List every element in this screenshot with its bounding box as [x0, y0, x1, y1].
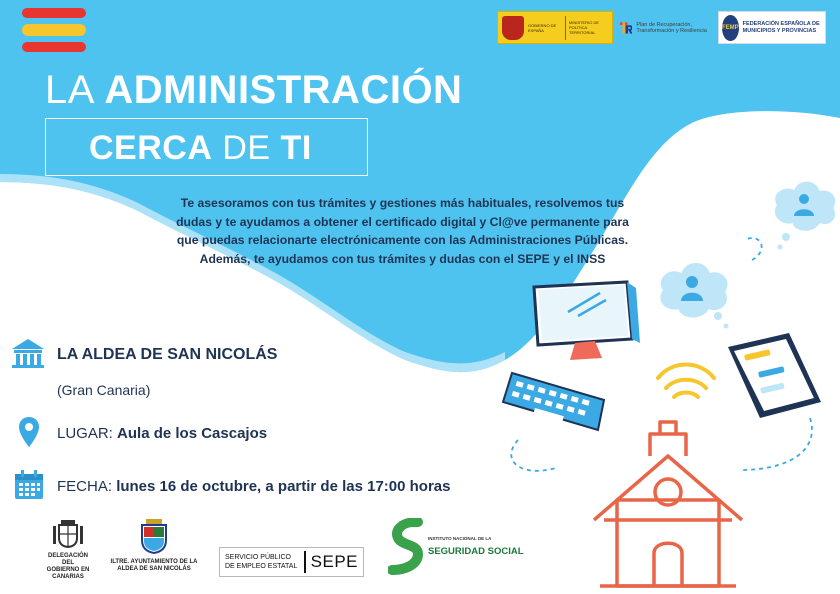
title-prefix: LA [45, 68, 93, 112]
seguridad-social-logo [388, 518, 528, 578]
coat-of-arms-icon [502, 16, 524, 40]
island-name: (Gran Canaria) [57, 382, 151, 398]
building-icon [10, 337, 46, 369]
page-title-line2 [89, 129, 312, 168]
calendar-icon [13, 469, 45, 501]
femp-mark-icon: FEMP [722, 15, 739, 41]
intro-text: Te asesoramos con tus trámites y gestiones más habituales, resolvemos tus dudas y te ayudamos a obtener el certificado digital y Cl@ve permanente para que puedas relacionarte electrónicamente con las Administraciones Públicas. Además, te ayudamos con tus trámites y dudas con el SEPE y el INSS [176, 196, 629, 266]
venue-label: LUGAR: [57, 425, 113, 442]
sepe-big-text: SEPE [310, 552, 358, 571]
ss-small-text: INSTITUTO NACIONAL DE LA [428, 536, 492, 541]
spain-flag-icon [22, 8, 86, 52]
delegacion-gobierno-logo [46, 518, 90, 581]
title-de: DE [222, 129, 271, 167]
ss-big-text: SEGURIDAD SOCIAL [428, 546, 524, 557]
venue-value: Aula de los Cascajos [117, 425, 268, 442]
location-pin-icon [18, 416, 40, 448]
date-value: lunes 16 de octubre, a partir de las 17:00 horas [116, 478, 451, 495]
prtr-logo [620, 14, 715, 42]
femp-text: FEDERACIÓN ESPAÑOLA DE MUNICIPIOS Y PROVINCIAS [742, 20, 820, 34]
seguridad-social-mark-icon [388, 518, 428, 576]
ministerio-text: MINISTERIO DE POLÍTICA TERRITORIAL [569, 20, 600, 35]
coat-of-arms-icon [51, 518, 85, 548]
page-title-line1 [45, 68, 462, 113]
gobierno-espana-logo [497, 11, 613, 44]
date-line [57, 478, 451, 495]
prtr-mark-icon [620, 17, 632, 39]
ayuntamiento-logo [104, 518, 204, 573]
place-name: LA ALDEA DE SAN NICOLÁS [57, 346, 278, 363]
title-cerca: CERCA [89, 129, 213, 167]
ayuntamiento-text: ILTRE. AYUNTAMIENTO DE LA ALDEA DE SAN NICOLÁS [110, 559, 198, 572]
municipal-shield-icon [139, 518, 169, 554]
gobierno-text: GOBIERNO DE ESPAÑA [528, 22, 557, 33]
femp-logo [718, 11, 826, 44]
title-ti: TI [280, 129, 312, 167]
venue-line [57, 425, 267, 442]
title-main: ADMINISTRACIÓN [104, 68, 463, 112]
date-label: FECHA: [57, 478, 113, 495]
sepe-logo [219, 547, 364, 577]
prtr-text: Plan de Recuperación, Transformación y Resiliencia [636, 21, 707, 34]
sepe-small-text: SERVICIO PÚBLICO DE EMPLEO ESTATAL [225, 554, 298, 570]
delegacion-text: DELEGACIÓN DEL GOBIERNO EN CANARIAS [46, 553, 90, 580]
